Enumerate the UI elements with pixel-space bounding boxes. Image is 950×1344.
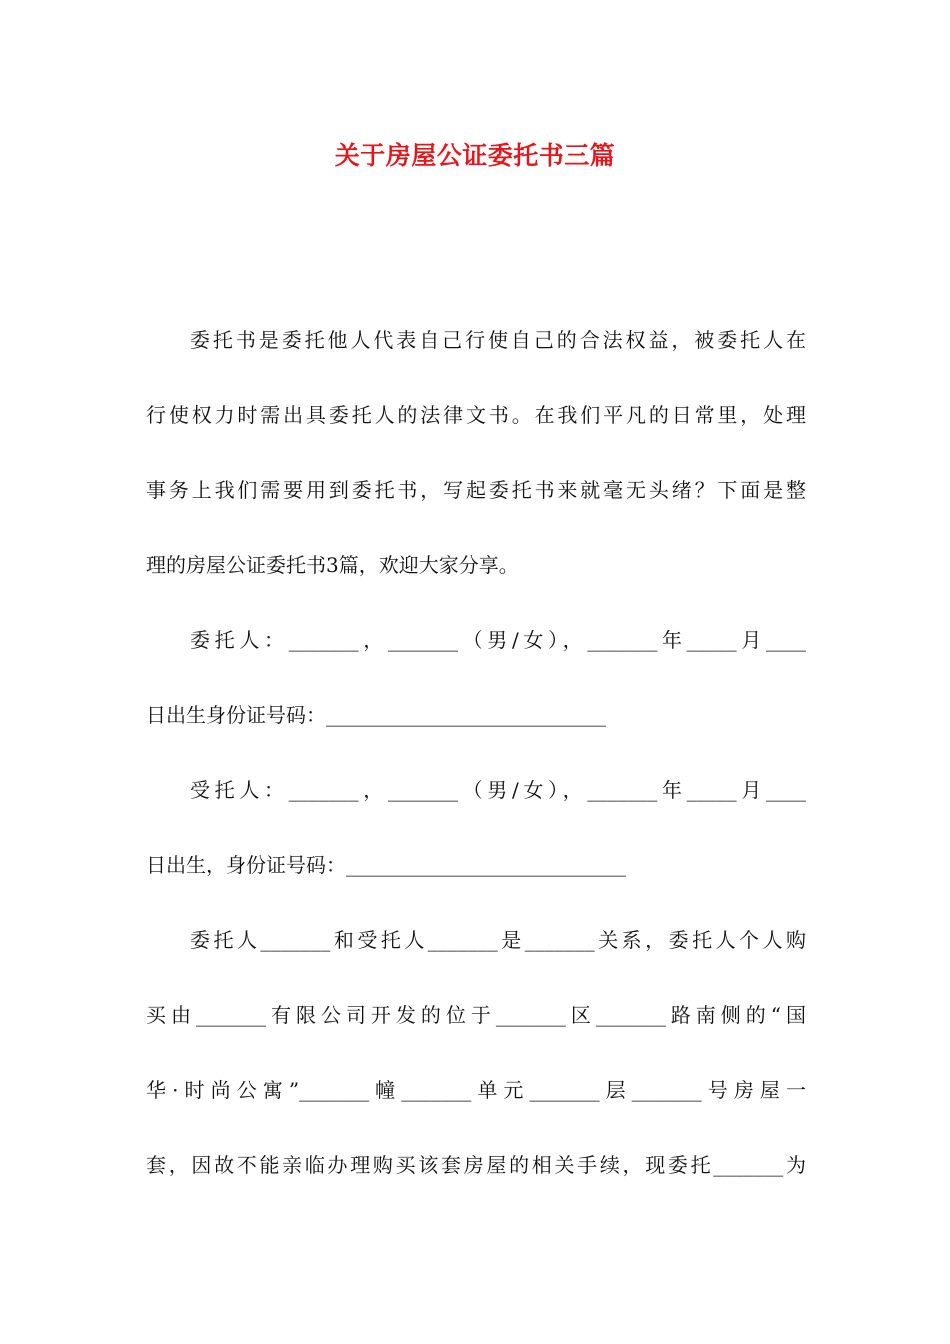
paragraph-1-line-4: 理的房屋公证委托书3篇，欢迎大家分享。 xyxy=(146,553,519,577)
paragraph-3-line-3: 华·时尚公寓”_______幢_______单元_______层_______号房屋一 xyxy=(146,1078,806,1102)
paragraph-3-line-4: 套，因故不能亲临办理购买该套房屋的相关手续，现委托_______为 xyxy=(146,1153,806,1177)
paragraph-1-line-3: 事务上我们需要用到委托书，写起委托书来就毫无头绪？下面是整 xyxy=(146,478,806,502)
paragraph-3-line-1: 委托人_______和受托人_______是_______关系，委托人个人购 xyxy=(190,928,806,952)
paragraph-1-line-2: 行使权力时需出具委托人的法律文书。在我们平凡的日常里，处理 xyxy=(146,403,806,427)
paragraph-1-line-1: 委托书是委托他人代表自己行使自己的合法权益，被委托人在 xyxy=(190,328,806,352)
document-title: 关于房屋公证委托书三篇 xyxy=(334,141,616,170)
principal-info-line-2: 日出生身份证号码：____________________________ xyxy=(146,703,606,727)
paragraph-3-line-2: 买由_______有限公司开发的位于_______区_______路南侧的“国 xyxy=(146,1003,806,1027)
agent-info-line-2: 日出生，身份证号码：____________________________ xyxy=(146,853,626,877)
principal-info-line-1: 委托人：_______，_______（男/女），_______年_____月____ xyxy=(190,628,806,652)
agent-info-line-1: 受托人：_______，_______（男/女），_______年_____月____ xyxy=(190,778,806,802)
